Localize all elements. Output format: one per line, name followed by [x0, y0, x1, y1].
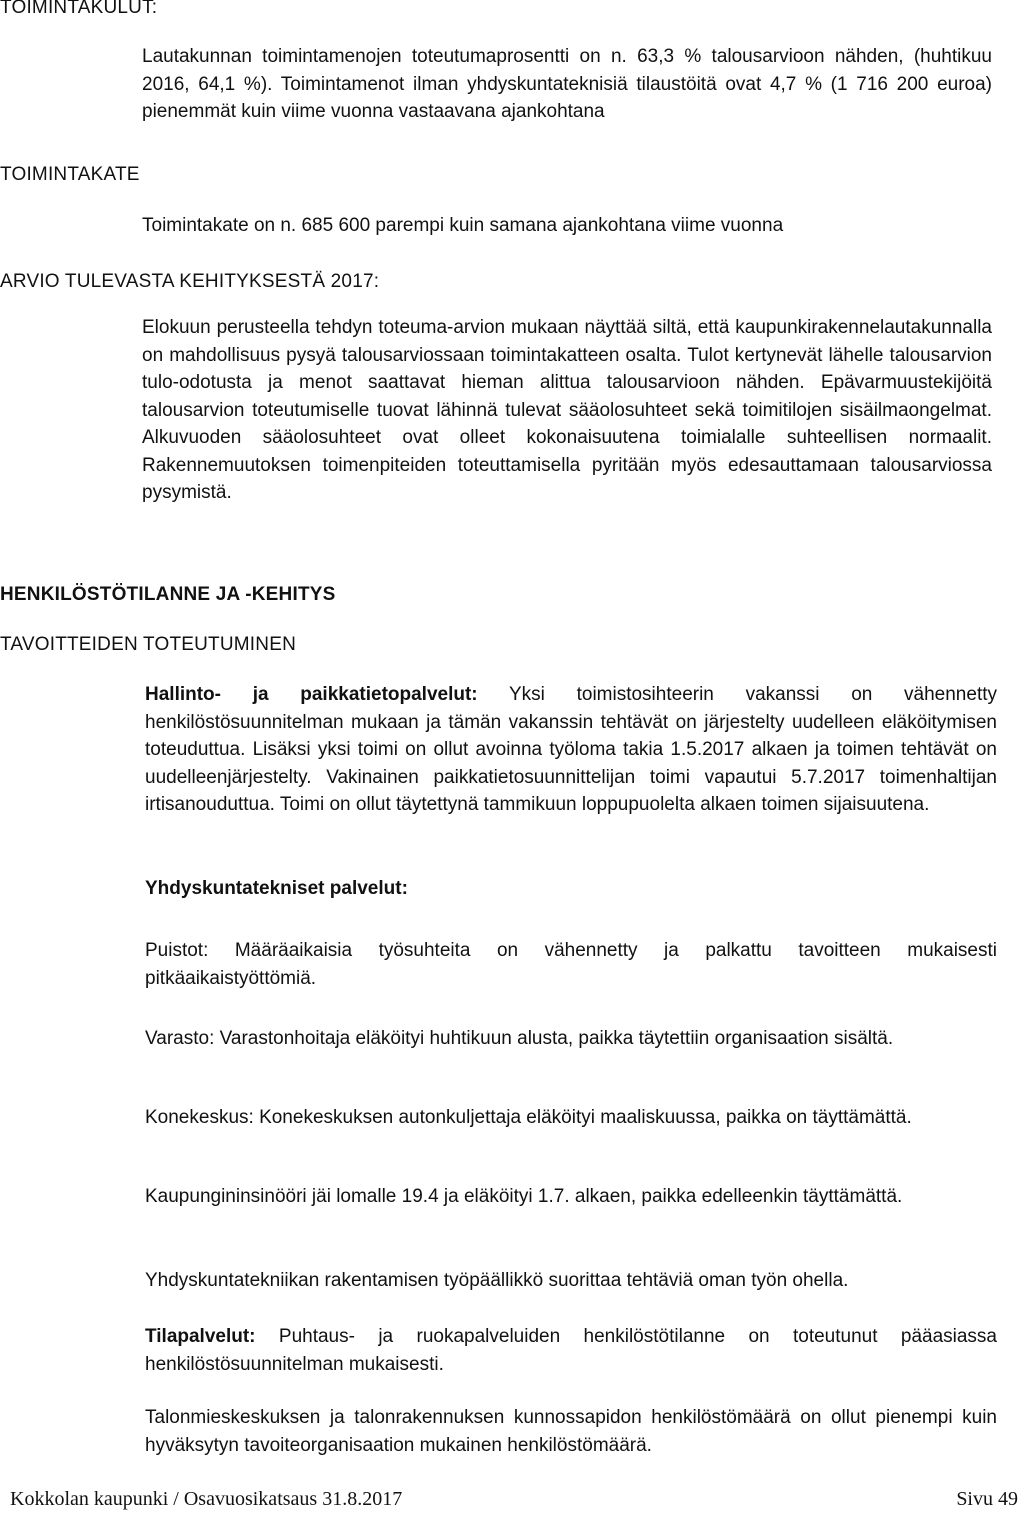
paragraph-puistot: Puistot: Määräaikaisia työsuhteita on vähennetty ja palkattu tavoitteen mukaisesti pitkäaikaistyöttömiä.: [145, 940, 997, 989]
footer-document-title: Kokkolan kaupunki / Osavuosikatsaus 31.8.2017: [10, 1488, 403, 1510]
heading-tavoitteet: TAVOITTEIDEN TOTEUTUMINEN: [0, 634, 296, 655]
label-yhdyskunta: Yhdyskuntatekniset palvelut:: [145, 878, 408, 899]
footer-page-number: Sivu 49: [956, 1488, 1018, 1510]
paragraph-varasto: Varasto: Varastonhoitaja eläköityi huhtikuun alusta, paikka täytettiin organisaation sisältä.: [145, 1028, 894, 1049]
paragraph-konekeskus: Konekeskus: Konekeskuksen autonkuljettaja eläköityi maaliskuussa, paikka on täyttämättä.: [145, 1107, 912, 1128]
paragraph-toimintakate: Toimintakate on n. 685 600 parempi kuin samana ajankohtana viime vuonna: [142, 215, 784, 236]
text-hallinto: Yksi toimistosihteerin vakanssi on vähennetty henkilöstösuunnitelman mukaan ja tämän vakanssin tehtävät on järjestelty uudelleen eläköitymisen toteuduttua. Lisäksi yksi toimi on ollut avoinna työloma takia 1.5.2017 alkaen ja toimen tehtävät on uudelleenjärjestelty. Vakinainen paikkatietosuunnittelijan toimi vapautui 5.7.2017 toimenhaltijan irtisanouduttua. Toimi on ollut täytettynä tammikuun loppupuolelta alkaen toimen sijaisuutena.: [145, 684, 997, 815]
paragraph-tilapalvelut: [145, 1323, 997, 1378]
heading-toimintakulut: TOIMINTAKULUT:: [0, 0, 158, 18]
label-tilapalvelut: Tilapalvelut:: [145, 1326, 256, 1347]
paragraph-kaupungininsinoori: Kaupungininsinööri jäi lomalle 19.4 ja eläköityi 1.7. alkaen, paikka edelleenkin täyttämättä.: [145, 1186, 903, 1207]
paragraph-talonmies: Talonmieskeskuksen ja talonrakennuksen kunnossapidon henkilöstömäärä on ollut pienempi kuin hyväksytyn tavoiteorganisaation mukainen henkilöstömäärä.: [145, 1407, 997, 1456]
paragraph-toimintakulut: Lautakunnan toimintamenojen toteutumaprosentti on n. 63,3 % talousarvioon nähden, (huhtikuu 2016, 64,1 %). Toimintamenot ilman yhdyskuntateknisiä tilaustöitä ovat 4,7 % (1 716 200 euroa) pienemmät kuin viime vuonna vastaavana ajankohtana: [142, 46, 992, 122]
label-hallinto: Hallinto- ja paikkatietopalvelut:: [145, 684, 478, 705]
paragraph-hallinto: [145, 681, 997, 819]
heading-arvio: ARVIO TULEVASTA KEHITYKSESTÄ 2017:: [0, 271, 380, 292]
paragraph-tyopaallikko: Yhdyskuntatekniikan rakentamisen työpäällikkö suorittaa tehtäviä oman työn ohella.: [145, 1270, 849, 1291]
heading-henkilosto: HENKILÖSTÖTILANNE JA -KEHITYS: [0, 584, 336, 605]
heading-toimintakate: TOIMINTAKATE: [0, 164, 140, 185]
paragraph-arvio: Elokuun perusteella tehdyn toteuma-arvion mukaan näyttää siltä, että kaupunkirakennelautakunnalla on mahdollisuus pysyä talousarviossaan toimintakatteen osalta. Tulot kertynevät lähelle talousarvion tulo-odotusta ja menot saattavat hieman alittua talousarvioon nähden. Epävarmuustekijöitä talousarvion toteutumiselle tuovat lähinnä tulevat sääolosuhteet sekä toimitilojen sisäilmaongelmat. Alkuvuoden sääolosuhteet ovat olleet kokonaisuutena toimialalle suhteellisen normaalit. Rakennemuutoksen toimenpiteiden toteuttamisella pyritään myös edesauttamaan talousarviossa pysymistä.: [142, 317, 992, 503]
text-tilapalvelut: Puhtaus- ja ruokapalveluiden henkilöstötilanne on toteutunut pääasiassa henkilöstösuunnitelman mukaisesti.: [145, 1326, 997, 1375]
